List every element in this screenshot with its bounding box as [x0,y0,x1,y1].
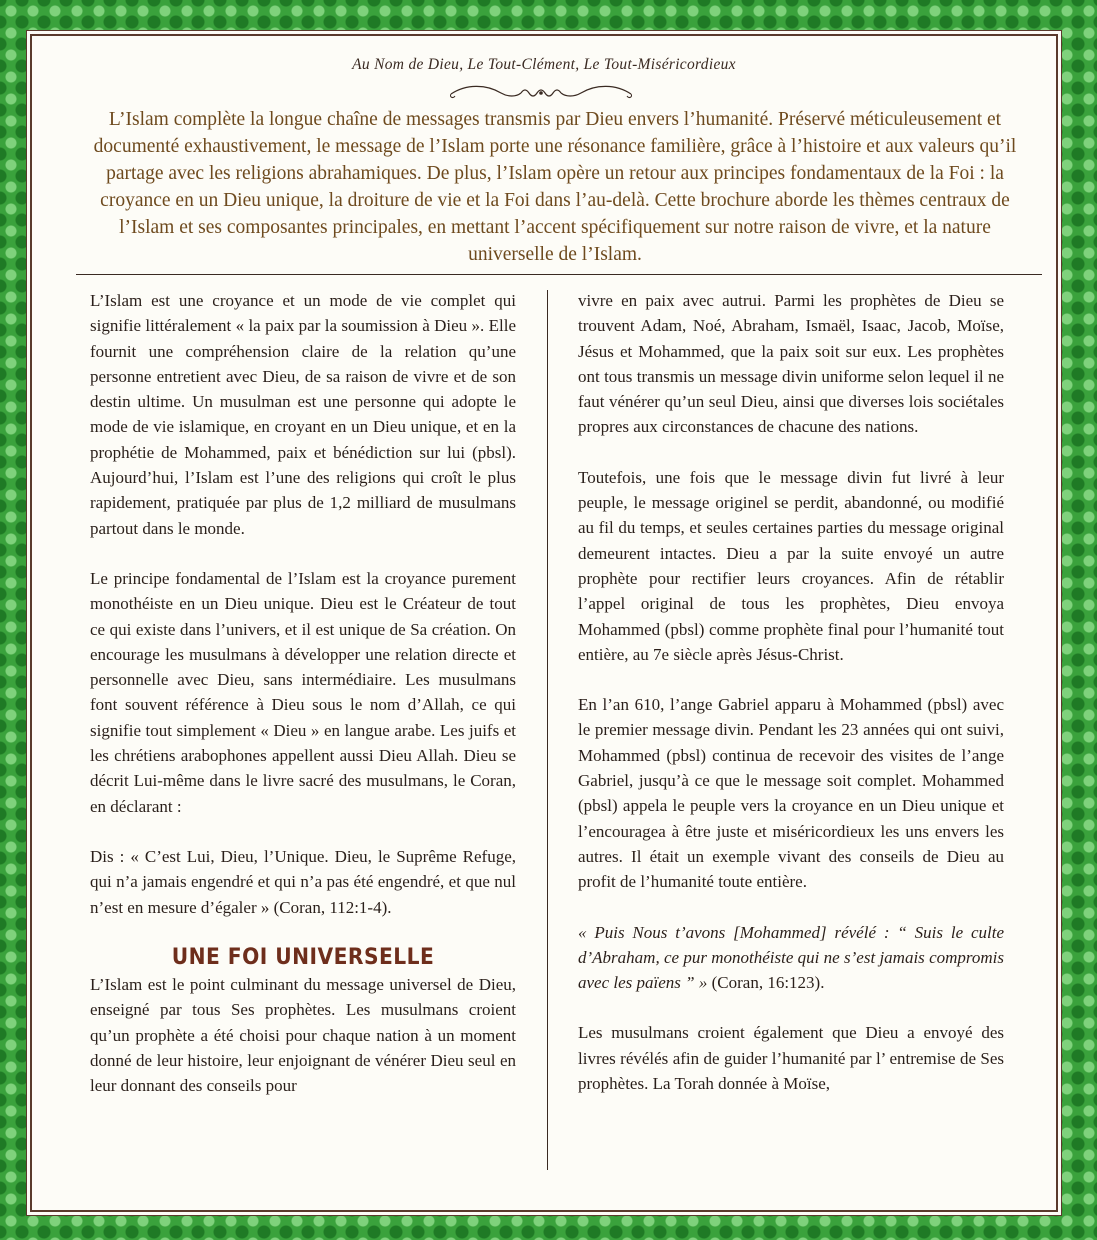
paragraph-prophets: vivre en paix avec autrui. Parmi les prophètes de Dieu se trouvent Adam, Noé, Abraham, Ismaël, Isaac, Jacob, Moïse, Jésus et Mohammed, que la paix soit sur eux. Les prophètes ont tous transmis un message divin uniforme selon lequel il ne faut vénérer qu’un seul Dieu, ainsi que diverses lois sociétales propres aux circonstances de chacune des nations. [578,291,1004,437]
quote-text: « Puis Nous t’avons [Mohammed] révélé : “ Suis le culte d’Abraham, ce pur monothéiste qui ne s’est jamais compromis avec les païens ” » [578,922,1004,993]
paragraph-quran-quote: Dis : « C’est Lui, Dieu, l’Unique. Dieu, le Suprême Refuge, qui n’a jamais engendré et qui n’a pas été engendré, et que nul n’est en mesure d’égaler » (Coran, 112:1-4). [90,846,516,917]
ornament-divider-icon [446,82,636,104]
brochure-page [30,34,1058,1212]
paragraph-revealed-books: Les musulmans croient également que Dieu a envoyé des livres révélés afin de guider l’humanité par l’ entremise de Ses prophètes. La Torah donnée à Moïse, [578,1023,1004,1094]
left-column [90,288,516,1208]
paragraph-message-lost: Toutefois, une fois que le message divin fut livré à leur peuple, le message originel se perdit, abandonné, ou modifié au fil du temps, et seules certaines parties du message original demeurent intactes. Dieu a par la suite envoyé un autre prophète pour rectifier leurs croyances. Afin de rétablir l’appel original de tous les prophètes, Dieu envoya Mohammed (pbsl) comme prophète final pour l’humanité tout entière, au 7e siècle après Jésus-Christ. [578,467,1004,664]
intro-paragraph: L’Islam complète la longue chaîne de messages transmis par Dieu envers l’humanité. Préservé méticuleusement et documenté exhaustivement, le message de l’Islam porte une résonance familière, grâce à l’histoire et aux valeurs qu’il partage avec les religions abrahamiques. De plus, l’Islam opère un retour aux principes fondamentaux de la Foi : la croyance en un Dieu unique, la droiture de vie et la Foi dans l’au-delà. Cette brochure aborde les thèmes centraux de l’Islam et ses composantes principales, en mettant l’accent spécifiquement sur notre raison de vivre, et la nature universelle de l’Islam. [93,109,1017,265]
bismillah-heading: Au Nom de Dieu, Le Tout-Clément, Le Tout-Miséricordieux [352,56,736,73]
section-title: UNE FOI UNIVERSELLE [171,944,435,970]
paragraph-universal-message: L’Islam est le point culminant du message universel de Dieu, enseigné par tous Ses prophètes. Les musulmans croient qu’un prophète a été choisi pour chaque nation à un moment donné de leur histoire, leur enjoignant de vénérer Dieu seul en leur donnant des conseils pour [90,975,516,1096]
paragraph-abraham-quote [578,920,1004,996]
paragraph-monotheism: Le principe fondamental de l’Islam est la croyance purement monothéiste en un Dieu unique. Dieu est le Créateur de tout ce qui existe dans l’univers, et il est unique de Sa création. On encourage les musulmans à développer une relation directe et personnelle avec Dieu, sans intermédiaire. Les musulmans font souvent référence à Dieu sous le nom d’Allah, ce qui signifie tout simplement « Dieu » en langue arabe. Les juifs et les chrétiens arabophones appellent aussi Dieu Allah. Dieu se décrit Lui-même dans le livre sacré des musulmans, le Coran, en déclarant : [90,568,516,816]
column-divider [547,290,548,1170]
right-column [578,288,1004,1208]
paragraph-islam-definition: L’Islam est une croyance et un mode de vie complet qui signifie littéralement « la paix par la soumission à Dieu ». Elle fournit une compréhension claire de la relation qu’une personne entretient avec Dieu, de sa raison de vivre et de son destin ultime. Un musulman est une personne qui adopte le mode de vie islamique, en croyant en un Dieu unique, et en la prophétie de Mohammed, paix et bénédiction sur lui (pbsl). Aujourd’hui, l’Islam est l’une des religions qui croît le plus rapidement, pratiquée par plus de 1,2 milliard de musulmans partout dans le monde. [90,291,516,538]
quote-reference: (Coran, 16:123). [707,973,825,993]
horizontal-divider [76,274,1042,275]
paragraph-gabriel: En l’an 610, l’ange Gabriel apparu à Mohammed (pbsl) avec le premier message divin. Pendant les 23 années qui ont suivi, Mohammed (pbsl) continua de recevoir des visites de l’ange Gabriel, jusqu’à ce que le message soit complet. Mohammed (pbsl) appela le peuple vers la croyance en un Dieu unique et l’encouragea à être juste et miséricordieux les uns envers les autres. Il était un exemple vivant des conseils de Dieu au profit de l’humanité toute entière. [578,695,1004,892]
